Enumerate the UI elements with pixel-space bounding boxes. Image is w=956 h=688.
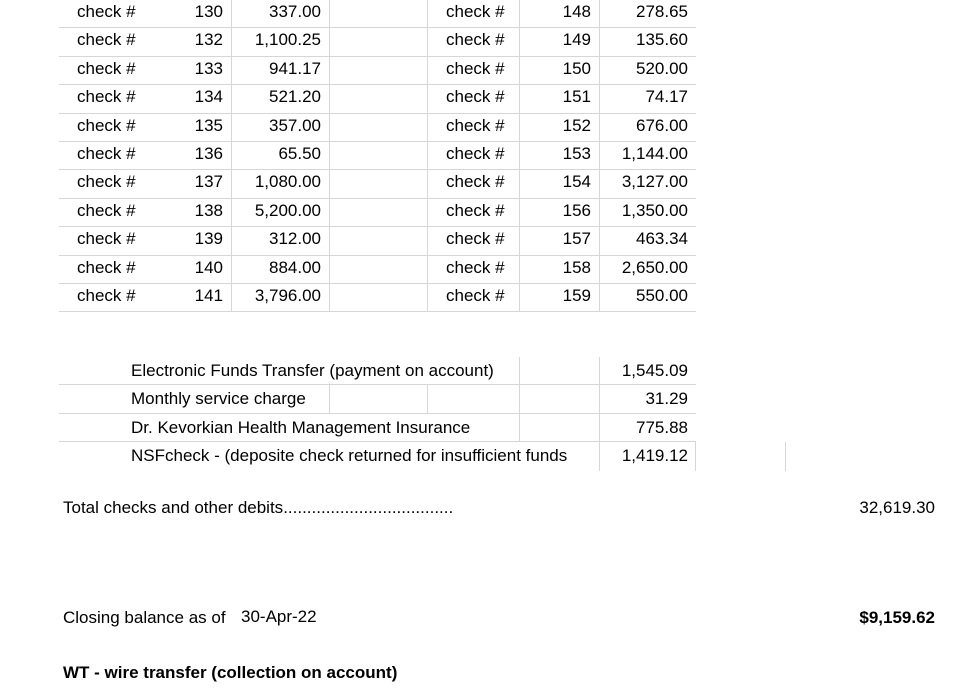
- check-number: 157: [562, 229, 591, 249]
- check-label: check #: [77, 143, 136, 163]
- grid-line: [329, 114, 330, 142]
- check-number: 152: [562, 115, 591, 135]
- grid-line: [427, 227, 428, 255]
- grid-line: [329, 85, 330, 113]
- closing-balance-date: 30-Apr-22: [241, 607, 317, 626]
- check-number: 159: [562, 285, 591, 305]
- check-amount: 1,350.00: [621, 200, 688, 220]
- grid-line: [231, 85, 232, 113]
- check-amount: 337.00: [269, 2, 321, 21]
- debit-description: Monthly service charge: [131, 389, 306, 409]
- check-amount: 2,650.00: [621, 257, 688, 277]
- check-amount: 1,080.00: [254, 172, 321, 192]
- grid-line: [519, 28, 520, 56]
- grid-line: [231, 0, 232, 28]
- grid-line: [519, 284, 520, 312]
- debit-description: Dr. Kevorkian Health Management Insurance: [131, 417, 471, 437]
- check-amount: 1,144.00: [621, 143, 688, 163]
- check-amount: 463.34: [636, 229, 688, 249]
- check-amount: 550.00: [636, 285, 688, 305]
- debit-row: [59, 357, 696, 385]
- grid-line: [599, 142, 600, 170]
- grid-line: [427, 385, 428, 413]
- check-row: [59, 57, 696, 85]
- check-amount: 74.17: [645, 87, 688, 107]
- debit-row: [59, 385, 696, 413]
- check-label: check #: [446, 58, 505, 78]
- check-amount: 676.00: [636, 115, 688, 135]
- check-row: [59, 227, 696, 255]
- check-number: 140: [194, 257, 223, 277]
- grid-line: [329, 227, 330, 255]
- check-row: [59, 170, 696, 198]
- debit-row: [59, 414, 696, 442]
- grid-line: [427, 114, 428, 142]
- check-number: 139: [194, 229, 223, 249]
- debit-amount: 1,419.12: [621, 446, 688, 466]
- grid-line: [519, 227, 520, 255]
- other-debits-table: [59, 357, 696, 470]
- grid-line: [329, 57, 330, 85]
- grid-line: [599, 385, 600, 413]
- debit-row: [59, 442, 696, 469]
- check-amount: 3,127.00: [621, 172, 688, 192]
- grid-line: [427, 256, 428, 284]
- debit-amount: 1,545.09: [621, 361, 688, 380]
- grid-line: [599, 114, 600, 142]
- check-amount: 3,796.00: [254, 285, 321, 305]
- grid-line: [329, 170, 330, 198]
- grid-line: [329, 0, 330, 28]
- grid-line: [519, 85, 520, 113]
- check-row: [59, 284, 696, 312]
- grid-line: [329, 28, 330, 56]
- check-number: 130: [194, 2, 223, 21]
- check-amount: 884.00: [269, 257, 321, 277]
- closing-balance-label: Closing balance as of: [63, 608, 226, 627]
- check-amount: 1,100.25: [254, 30, 321, 50]
- check-amount: 941.17: [269, 58, 321, 78]
- grid-line: [231, 199, 232, 227]
- check-label: check #: [77, 200, 136, 220]
- total-debits-label: [63, 494, 453, 521]
- check-number: 153: [562, 143, 591, 163]
- grid-line: [427, 85, 428, 113]
- grid-line: [785, 442, 786, 470]
- grid-line: [329, 142, 330, 170]
- check-number: 156: [562, 200, 591, 220]
- debit-description: Electronic Funds Transfer (payment on account): [131, 361, 494, 380]
- check-label: check #: [77, 172, 136, 192]
- grid-line: [519, 142, 520, 170]
- check-number: 133: [194, 58, 223, 78]
- check-amount: 5,200.00: [254, 200, 321, 220]
- check-row: [59, 256, 696, 284]
- check-amount: 312.00: [269, 229, 321, 249]
- grid-line: [519, 385, 520, 413]
- grid-line: [329, 385, 330, 413]
- grid-line: [519, 170, 520, 198]
- check-number: 151: [562, 87, 591, 107]
- grid-line: [599, 170, 600, 198]
- grid-line: [519, 57, 520, 85]
- check-row: [59, 85, 696, 113]
- wire-transfer-note: WT - wire transfer (collection on account): [63, 663, 398, 682]
- total-debits-value: 32,619.30: [859, 498, 935, 517]
- debit-description: NSFcheck - (deposite check returned for insufficient funds: [131, 446, 568, 466]
- grid-line: [519, 256, 520, 284]
- check-label: check #: [77, 30, 136, 50]
- grid-line: [599, 57, 600, 85]
- grid-line: [599, 357, 600, 385]
- grid-line: [599, 199, 600, 227]
- debit-amount: 775.88: [636, 417, 688, 437]
- grid-line: [231, 28, 232, 56]
- grid-line: [427, 28, 428, 56]
- check-amount: 357.00: [269, 115, 321, 135]
- check-label: check #: [446, 200, 505, 220]
- check-label: check #: [77, 58, 136, 78]
- check-number: 134: [194, 87, 223, 107]
- check-row: [59, 0, 696, 28]
- check-label: check #: [446, 257, 505, 277]
- grid-line: [427, 142, 428, 170]
- check-label: check #: [446, 143, 505, 163]
- grid-line: [427, 57, 428, 85]
- check-label: check #: [77, 115, 136, 135]
- grid-line: [231, 256, 232, 284]
- check-number: 138: [194, 200, 223, 220]
- check-amount: 521.20: [269, 87, 321, 107]
- grid-line: [599, 414, 600, 442]
- grid-line: [329, 284, 330, 312]
- check-label: check #: [446, 285, 505, 305]
- check-row: [59, 142, 696, 170]
- grid-line: [427, 170, 428, 198]
- grid-line: [231, 170, 232, 198]
- check-amount: 520.00: [636, 58, 688, 78]
- grid-line: [231, 57, 232, 85]
- check-row: [59, 28, 696, 56]
- grid-line: [519, 114, 520, 142]
- grid-line: [599, 28, 600, 56]
- grid-line: [329, 199, 330, 227]
- total-label-text: Total checks and other debits: [63, 498, 284, 517]
- check-amount: 65.50: [278, 143, 321, 163]
- check-number: 149: [562, 30, 591, 50]
- check-number: 148: [562, 2, 591, 21]
- grid-line: [695, 442, 696, 470]
- check-amount: 135.60: [636, 30, 688, 50]
- check-number: 136: [194, 143, 223, 163]
- check-label: check #: [77, 285, 136, 305]
- check-number: 141: [194, 285, 223, 305]
- check-label: check #: [446, 115, 505, 135]
- grid-line: [427, 199, 428, 227]
- grid-line: [427, 284, 428, 312]
- grid-line: [231, 142, 232, 170]
- grid-line: [329, 256, 330, 284]
- grid-line: [519, 0, 520, 28]
- check-label: check #: [446, 2, 505, 21]
- grid-line: [599, 227, 600, 255]
- check-number: 150: [562, 58, 591, 78]
- grid-line: [599, 0, 600, 28]
- check-row: [59, 199, 696, 227]
- check-label: check #: [77, 2, 136, 21]
- check-amount: 278.65: [636, 2, 688, 21]
- check-label: check #: [77, 87, 136, 107]
- leader-dots: ....................................: [283, 498, 454, 517]
- check-label: check #: [446, 172, 505, 192]
- check-label: check #: [77, 257, 136, 277]
- grid-line: [599, 85, 600, 113]
- check-label: check #: [446, 229, 505, 249]
- check-number: 158: [562, 257, 591, 277]
- check-number: 154: [562, 172, 591, 192]
- check-number: 135: [194, 115, 223, 135]
- grid-line: [599, 284, 600, 312]
- grid-line: [599, 256, 600, 284]
- closing-balance-value: $9,159.62: [859, 608, 935, 627]
- grid-line: [231, 114, 232, 142]
- check-number: 132: [194, 30, 223, 50]
- grid-line: [519, 357, 520, 385]
- grid-line: [231, 284, 232, 312]
- grid-line: [599, 442, 600, 470]
- grid-line: [519, 199, 520, 227]
- check-row: [59, 114, 696, 142]
- check-label: check #: [77, 229, 136, 249]
- grid-line: [519, 414, 520, 442]
- debit-amount: 31.29: [645, 389, 688, 409]
- grid-line: [427, 0, 428, 28]
- check-label: check #: [446, 30, 505, 50]
- grid-line: [231, 227, 232, 255]
- check-number: 137: [194, 172, 223, 192]
- check-label: check #: [446, 87, 505, 107]
- check-table: [59, 0, 696, 312]
